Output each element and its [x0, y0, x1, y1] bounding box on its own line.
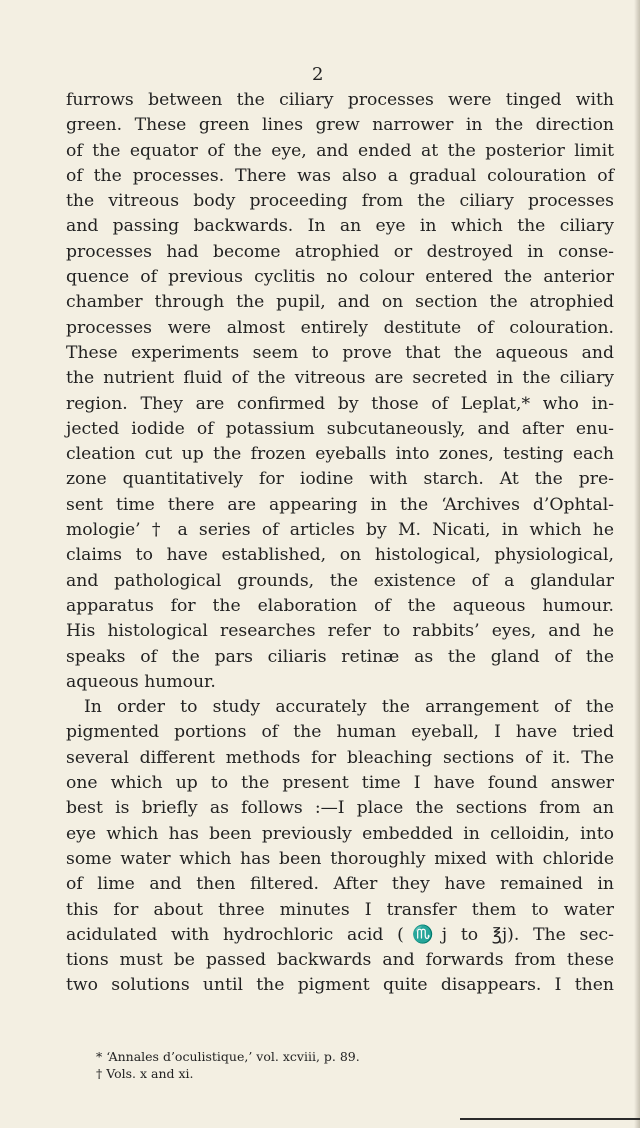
footnotes	[96, 1048, 496, 1082]
text-line: pigmented portions of the human eyeball, I have tried	[66, 722, 614, 743]
text-line: claims to have established, on histological, physiological,	[66, 545, 614, 566]
text-line: and pathological grounds, the existence of a glandular	[66, 570, 614, 591]
text-line: sent time there are appearing in the ‘Archives d’Ophtal-	[66, 494, 614, 515]
text-line: furrows between the ciliary processes were tinged with	[66, 90, 614, 110]
text-line: processes were almost entirely destitute of colouration.	[66, 317, 614, 338]
text-line: best is briefly as follows :—I place the sections from an	[66, 798, 614, 819]
text-line: mologie’ † a series of articles by M. Nicati, in which he	[66, 520, 614, 541]
text-line: chamber through the pupil, and on section the atrophied	[66, 292, 614, 313]
text-line: two solutions until the pigment quite disappears. I then	[66, 975, 614, 996]
text-line: region. They are confirmed by those of Leplat,* who in-	[66, 393, 614, 414]
body-text	[66, 88, 614, 999]
bottom-edge-rule	[460, 1118, 640, 1120]
text-line: the vitreous body proceeding from the ciliary processes	[66, 191, 614, 212]
text-line: of the equator of the eye, and ended at the posterior limit	[66, 140, 614, 161]
text-line: acidulated with hydrochloric acid (♏j to ℥j). The sec-	[66, 924, 614, 945]
text-line: processes had become atrophied or destroyed in conse-	[66, 241, 614, 262]
text-line: several different methods for bleaching sections of it. The	[66, 747, 614, 768]
text-line: tions must be passed backwards and forwards from these	[66, 950, 614, 971]
text-line: eye which has been previously embedded in celloidin, into	[66, 823, 614, 844]
text-line: this for about three minutes I transfer them to water	[66, 899, 614, 920]
text-line: These experiments seem to prove that the aqueous and	[66, 342, 614, 363]
text-line: of the processes. There was also a gradual colouration of	[66, 165, 614, 186]
text-line: and passing backwards. In an eye in which the ciliary	[66, 216, 614, 237]
text-line: jected iodide of potassium subcutaneously, and after enu-	[66, 418, 614, 439]
text-line: the nutrient fluid of the vitreous are secreted in the ciliary	[66, 368, 614, 389]
text-line: speaks of the pars ciliaris retinæ as the gland of the	[66, 646, 614, 667]
text-line: green. These green lines grew narrower in the direction	[66, 115, 614, 136]
text-line: apparatus for the elaboration of the aqueous humour.	[66, 595, 614, 616]
text-line: zone quantitatively for iodine with starch. At the pre-	[66, 469, 614, 490]
text-line: one which up to the present time I have found answer	[66, 773, 614, 794]
footnote: * ‘Annales d’oculistique,’ vol. xcviii, p. 89.	[96, 1049, 360, 1064]
page-number: 2	[312, 64, 324, 85]
footnote: † Vols. x and xi.	[96, 1066, 194, 1081]
text-line: some water which has been thoroughly mixed with chloride	[66, 848, 614, 869]
text-line: In order to study accurately the arrangement of the	[84, 697, 614, 718]
text-line: His histological researches refer to rabbits’ eyes, and he	[66, 621, 614, 642]
page-edge-shadow	[634, 0, 640, 1128]
text-line: cleation cut up the frozen eyeballs into zones, testing each	[66, 444, 614, 465]
text-line: aqueous humour.	[66, 671, 216, 692]
text-line: of lime and then filtered. After they have remained in	[66, 874, 614, 895]
text-line: quence of previous cyclitis no colour entered the anterior	[66, 267, 614, 288]
